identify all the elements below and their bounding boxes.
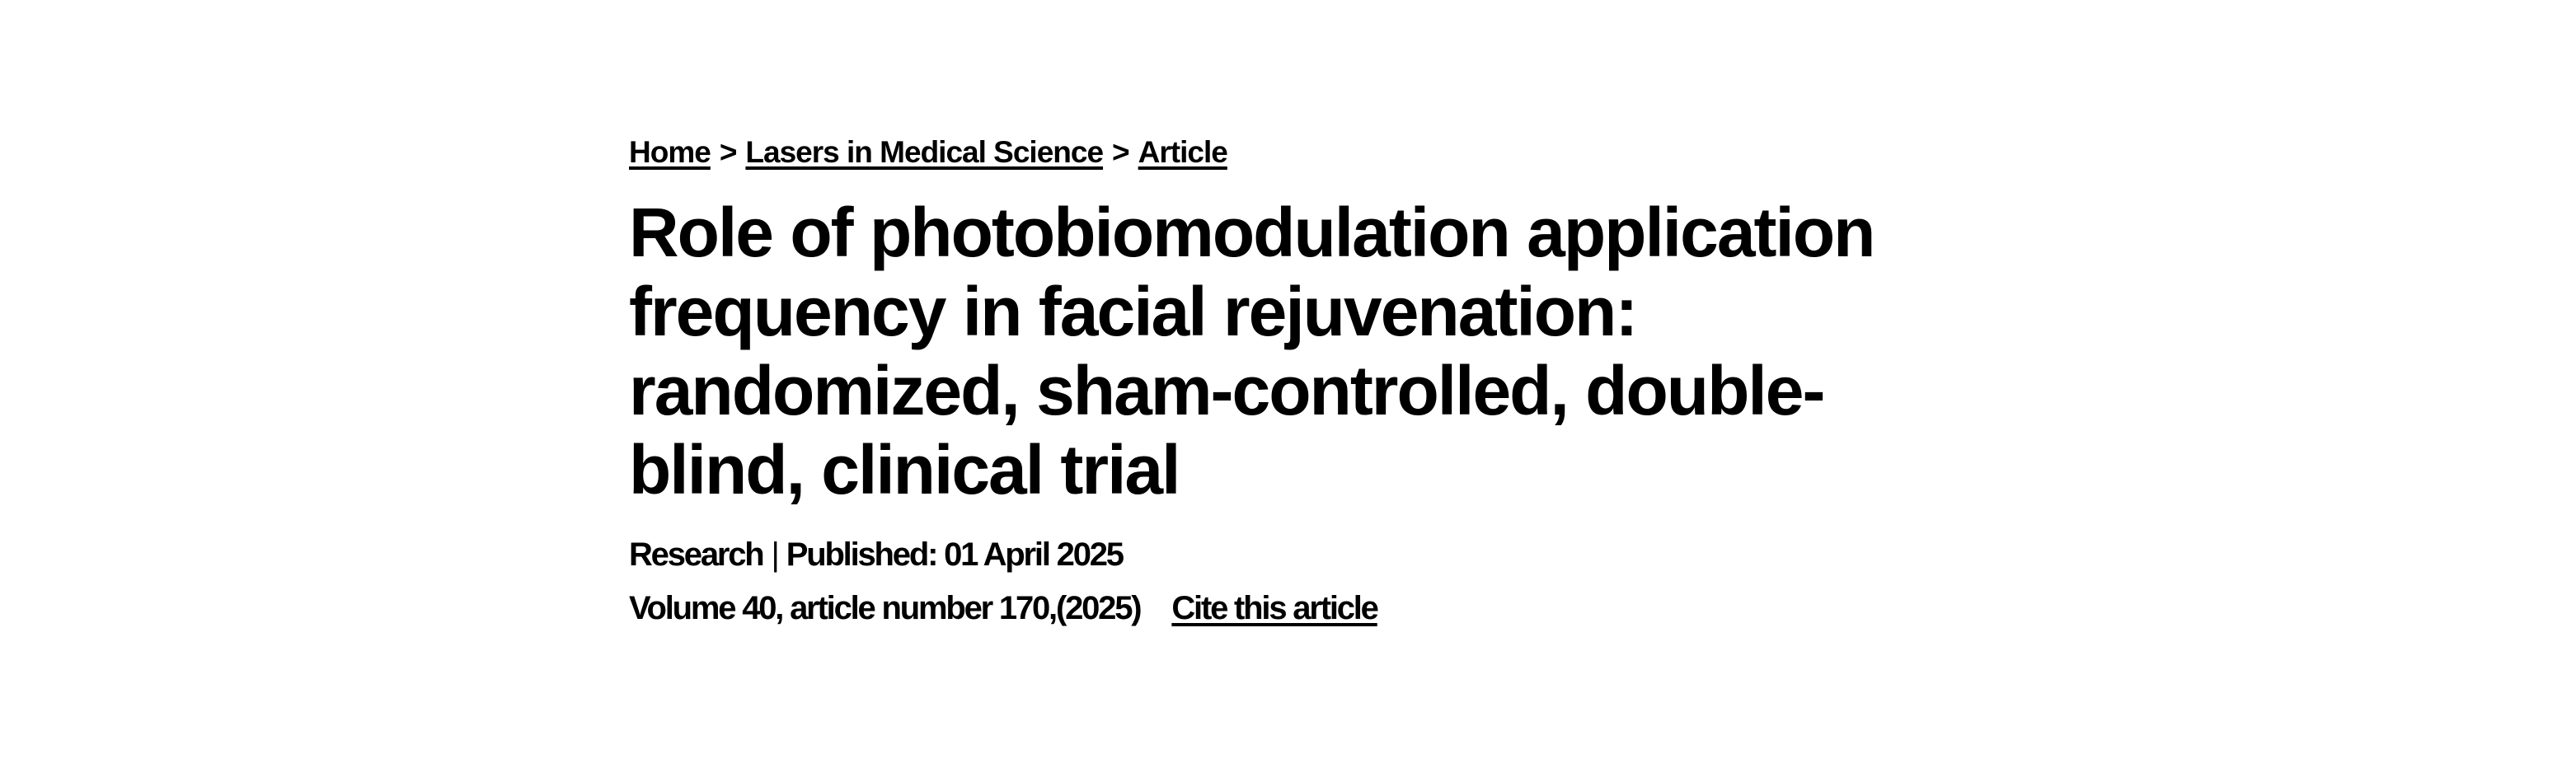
article-category: Research [629,536,763,573]
cite-this-article-link[interactable]: Cite this article [1171,590,1377,626]
breadcrumb-link-article[interactable]: Article [1138,135,1227,169]
article-title-line: randomized, sham-controlled, double- [629,352,1824,429]
published-date: Published: 01 April 2025 [786,536,1123,573]
volume-row [629,590,1377,627]
article-title-line: Role of photobiomodulation application [629,194,1875,271]
article-title-line: blind, clinical trial [629,431,1180,508]
breadcrumb-separator: > [1112,135,1129,169]
article-meta [629,536,1123,574]
breadcrumb [629,135,1227,170]
volume-info: Volume 40, article number 170,(2025) [629,590,1141,626]
article-title-line: frequency in facial rejuvenation: [629,273,1637,350]
meta-divider: | [771,536,778,573]
breadcrumb-link-home[interactable]: Home [629,135,711,169]
breadcrumb-link-journal[interactable]: Lasers in Medical Science [745,135,1104,169]
article-title [629,193,1874,509]
breadcrumb-separator: > [719,135,737,169]
